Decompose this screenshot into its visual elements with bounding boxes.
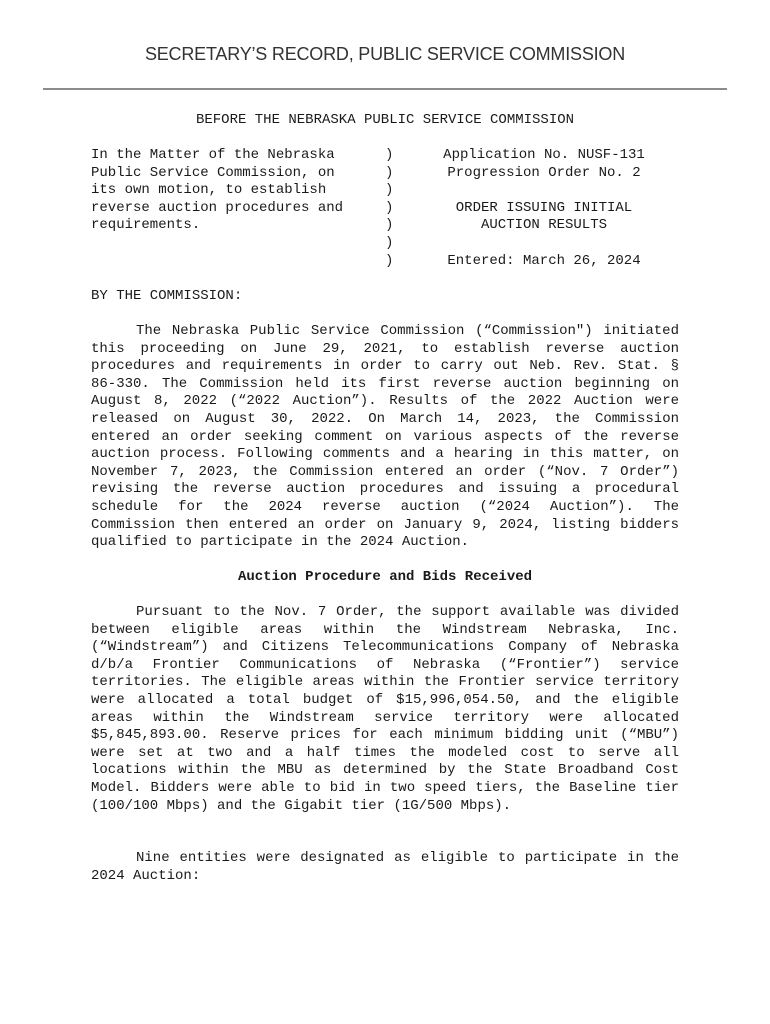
- paragraph-background: The Nebraska Public Service Commission (“Commission") initiated this proceeding on June 29, 2021, to establish reverse auction procedures and requirements in order to carry out Neb. Rev. Stat. § 86-330. The Commission held its first reverse auction beginning on August 8, 2022 (“2022 Auction”). Results of the 2022 Auction were released on August 30, 2022. On March 14, 2023, the Commission entered an order seeking comment on various aspects of the reverse auction process. Following comments and a hearing in this matter, on November 7, 2023, the Commission entered an order (“Nov. 7 Order”) revising the reverse auction procedures and issuing a procedural schedule for the 2024 reverse auction (“2024 Auction”). The Commission then entered an order on January 9, 2024, listing bidders qualified to participate in the 2024 Auction.: [91, 323, 679, 551]
- caption-line: requirements.: [91, 217, 201, 234]
- caption-paren: ): [385, 182, 394, 199]
- case-caption-details: [410, 147, 678, 270]
- caption-line: Public Service Commission, on: [91, 164, 335, 181]
- paragraph-eligible-entities: Nine entities were designated as eligible to participate in the 2024 Auction:: [91, 850, 679, 884]
- by-the-commission: BY THE COMMISSION:: [91, 288, 243, 304]
- paragraph-auction-procedure: Pursuant to the Nov. 7 Order, the support available was divided between eligible areas within the Windstream Nebraska, Inc. (“Windstream”) and Citizens Telecommunications Company of Nebraska d/b/a Frontier Communications of Nebraska (“Frontier”) service territories. The eligible areas within the Frontier service territory were allocated a total budget of $15,996,054.50, and the eligible areas within the Windstream service territory were allocated $5,845,893.00. Reserve prices for each minimum bidding unit (“MBU”) were set at two and a half times the modeled cost to serve all locations within the MBU as determined by the State Broadband Cost Model. Bidders were able to bid in two speed tiers, the Baseline tier (100/100 Mbps) and the Gigabit tier (1G/500 Mbps).: [91, 604, 679, 814]
- caption-paren: ): [385, 147, 394, 163]
- caption-parentheses: [385, 147, 397, 270]
- entered-date: Entered: March 26, 2024: [447, 252, 641, 269]
- caption-paren: ): [385, 234, 394, 251]
- application-number: Application No. NUSF-131: [443, 147, 645, 163]
- caption-line: reverse auction procedures and: [91, 199, 344, 216]
- order-title-line-1: ORDER ISSUING INITIAL: [455, 199, 633, 216]
- caption-paren: ): [385, 252, 394, 269]
- case-caption-matter: [91, 147, 381, 235]
- order-title-line-2: AUCTION RESULTS: [480, 217, 608, 234]
- caption-paren: ): [385, 217, 394, 234]
- caption-paren: ): [385, 164, 394, 181]
- court-heading: BEFORE THE NEBRASKA PUBLIC SERVICE COMMISSION: [195, 112, 575, 128]
- page-header-title: SECRETARY’S RECORD, PUBLIC SERVICE COMMISSION: [144, 44, 626, 64]
- progression-order: Progression Order No. 2: [447, 164, 641, 181]
- caption-paren: ): [385, 199, 394, 216]
- caption-line: In the Matter of the Nebraska: [91, 147, 335, 163]
- header-divider: [43, 88, 727, 90]
- caption-spacer: [410, 182, 678, 200]
- caption-spacer: [410, 235, 678, 253]
- section-heading: Auction Procedure and Bids Received: [237, 569, 533, 585]
- caption-line: its own motion, to establish: [91, 182, 327, 199]
